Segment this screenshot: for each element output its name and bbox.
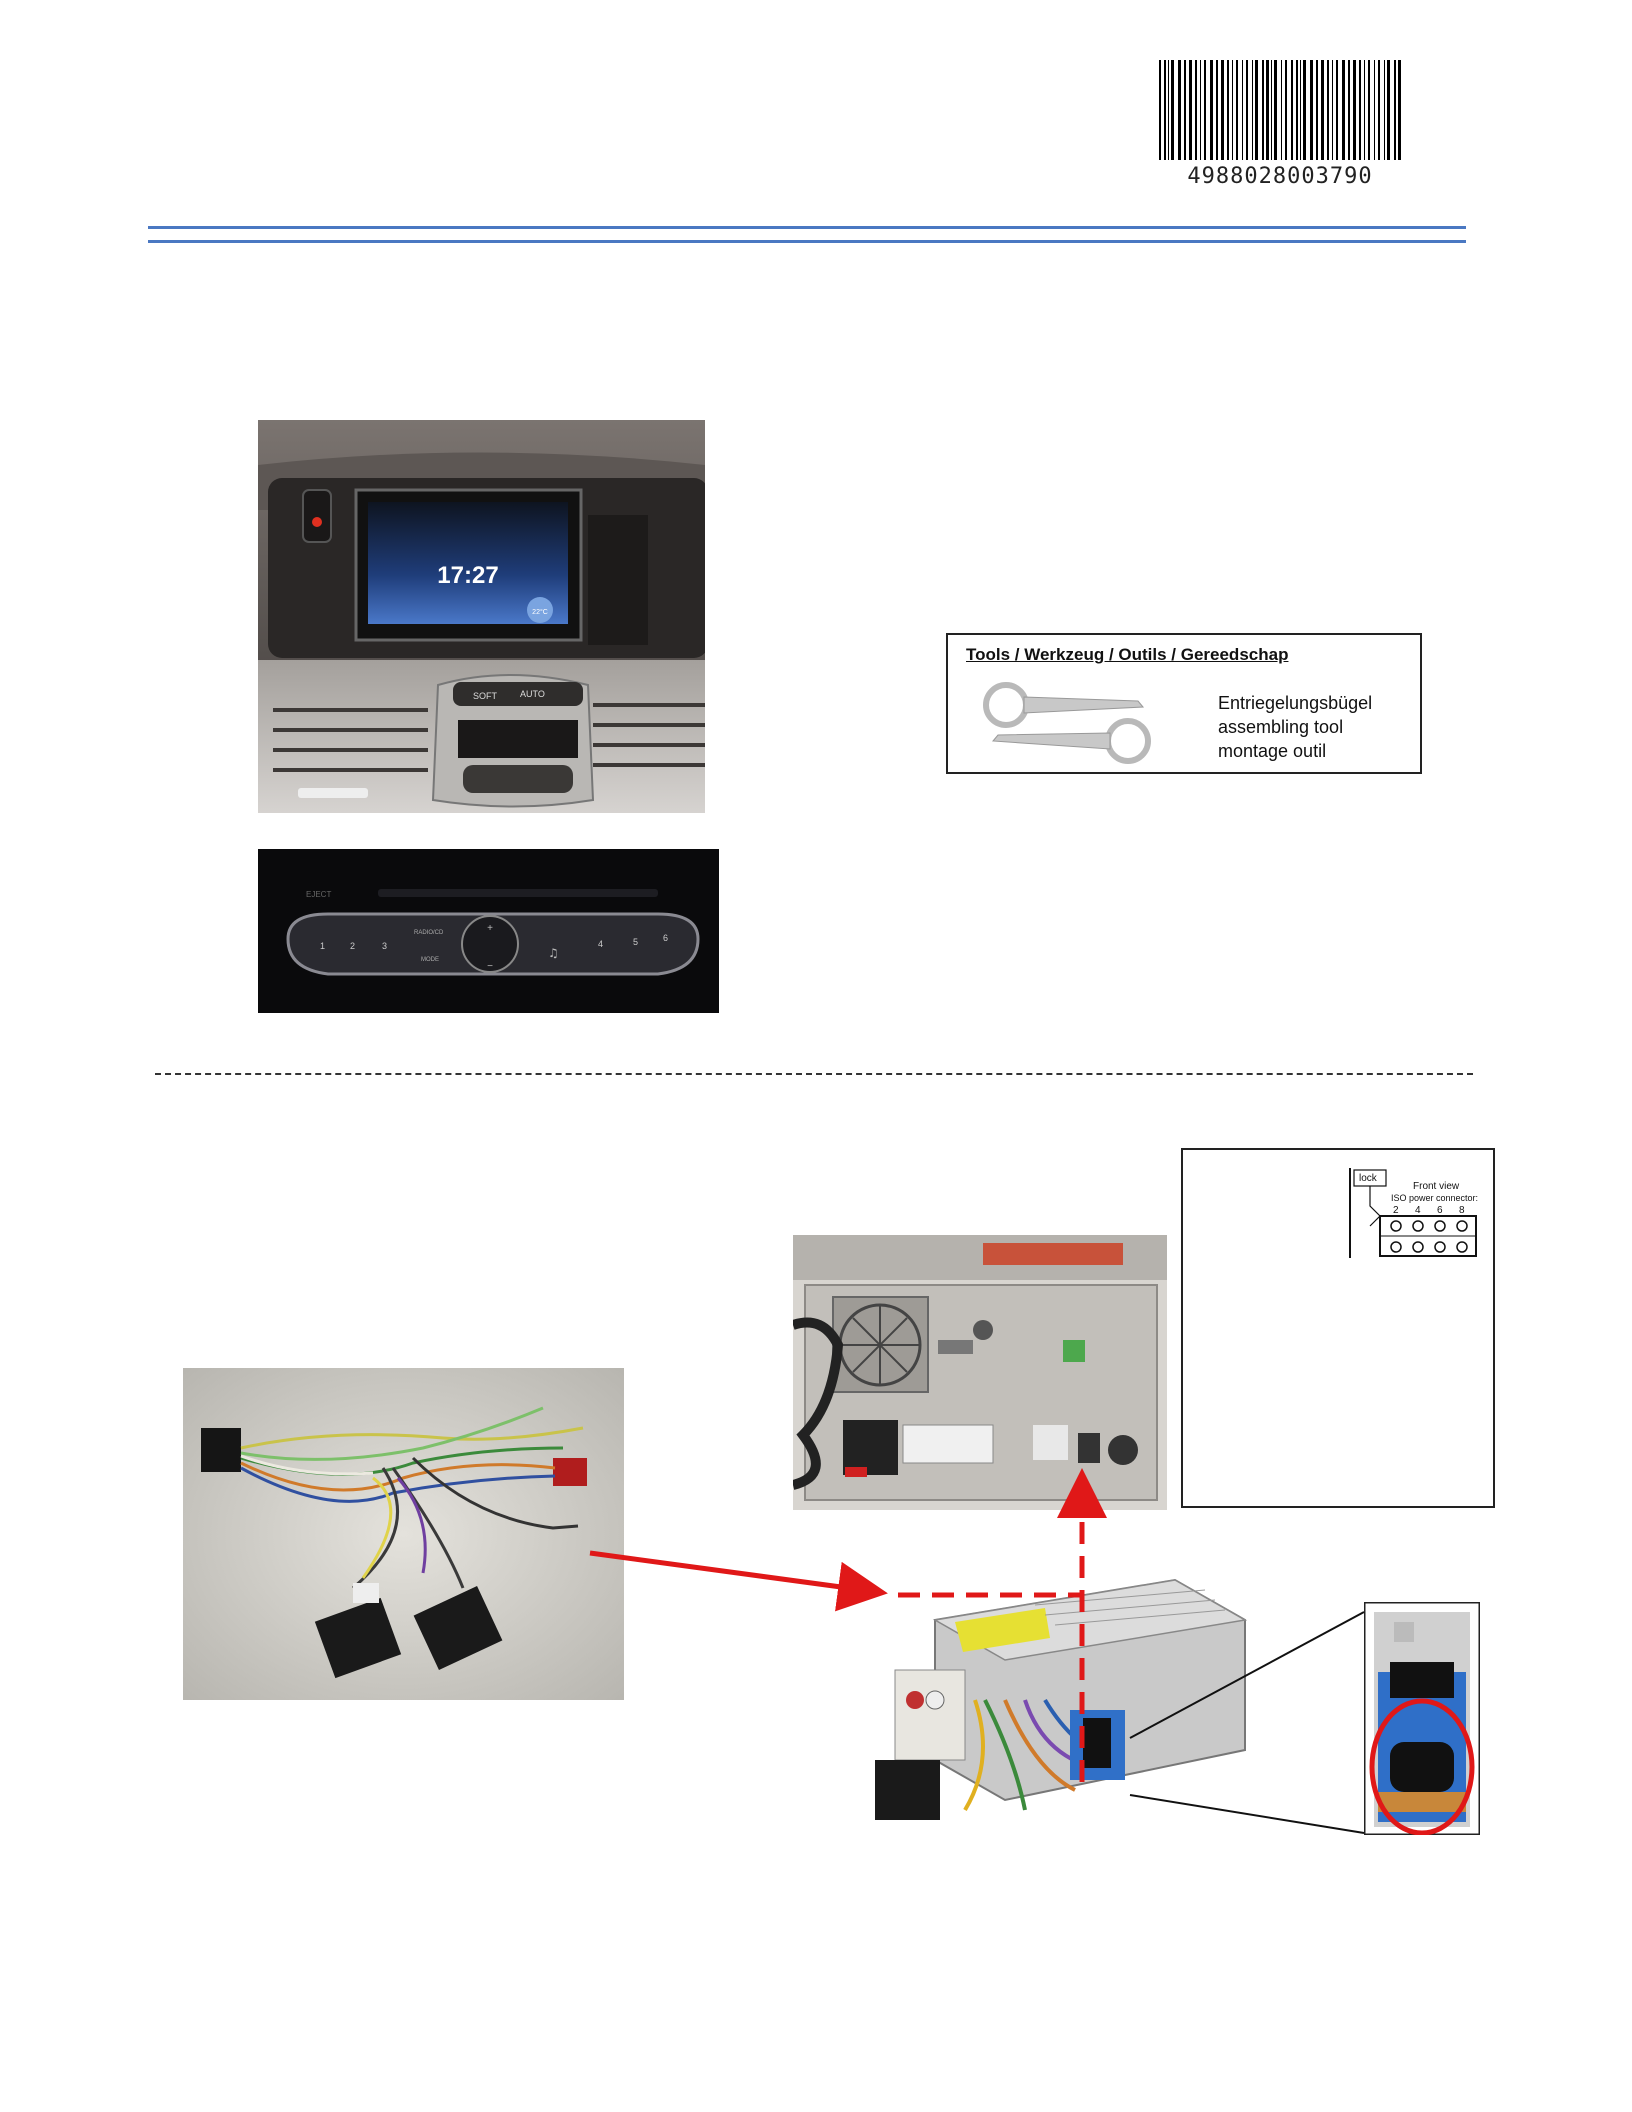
tools-line-fr: montage outil (1218, 741, 1327, 761)
barcode-number: 4988028003790 (1187, 164, 1373, 189)
radio-panel-photo (258, 849, 719, 1013)
radio-mode-label: MODE (421, 957, 439, 963)
tools-title: Tools / Werkzeug / Outils / Gereedschap (966, 645, 1289, 664)
iso-pin-6: 6 (1437, 1205, 1443, 1216)
tools-line-en: assembling tool (1218, 717, 1344, 737)
iso-pin-4: 4 (1415, 1205, 1421, 1216)
head-unit-photo (875, 1560, 1255, 1835)
dash-soft-label: SOFT (473, 691, 497, 701)
radio-preset-6: 6 (663, 933, 669, 943)
iso-pin-2: 2 (1393, 1205, 1399, 1216)
hazard-icon (312, 517, 322, 527)
dashboard-photo (258, 420, 705, 813)
music-note-icon: ♫ (548, 946, 559, 960)
harness-cable-photo (183, 1368, 624, 1700)
iso-connector-box (1181, 1148, 1495, 1508)
harness-to-unit-arrow (590, 1553, 878, 1592)
svg-text:+: + (487, 923, 493, 934)
connector-zoom-inset (1364, 1602, 1480, 1835)
radio-preset-1: 1 (320, 941, 326, 951)
release-tool-icon (978, 679, 1168, 769)
barcode (1155, 60, 1405, 190)
radio-preset-2: 2 (350, 941, 356, 951)
svg-text:−: − (487, 961, 493, 972)
tools-box (946, 633, 1422, 774)
section-separator (155, 1073, 1473, 1075)
radio-preset-5: 5 (633, 937, 639, 947)
iso-power-label: ISO power connector: (1391, 1193, 1479, 1203)
iso-pin-8: 8 (1459, 1205, 1465, 1216)
radio-preset-4: 4 (598, 939, 604, 949)
header-rule-bottom (148, 240, 1466, 243)
dash-auto-label: AUTO (520, 689, 545, 699)
radio-eject-label: EJECT (306, 890, 332, 899)
barcode-bars (1155, 60, 1405, 162)
tools-line-de: Entriegelungsbügel (1218, 693, 1373, 713)
radio-preset-3: 3 (382, 941, 388, 951)
dashboard-clock: 17:27 (437, 562, 499, 589)
header-rule-top (148, 226, 1466, 229)
iso-lock-label: lock (1359, 1173, 1377, 1184)
iso-front-view-label: Front view (1413, 1181, 1460, 1192)
radio-cd-label: RADIO/CD (414, 930, 444, 936)
dashboard-temp: 22°C (532, 609, 548, 616)
radio-rear-photo (793, 1235, 1167, 1510)
